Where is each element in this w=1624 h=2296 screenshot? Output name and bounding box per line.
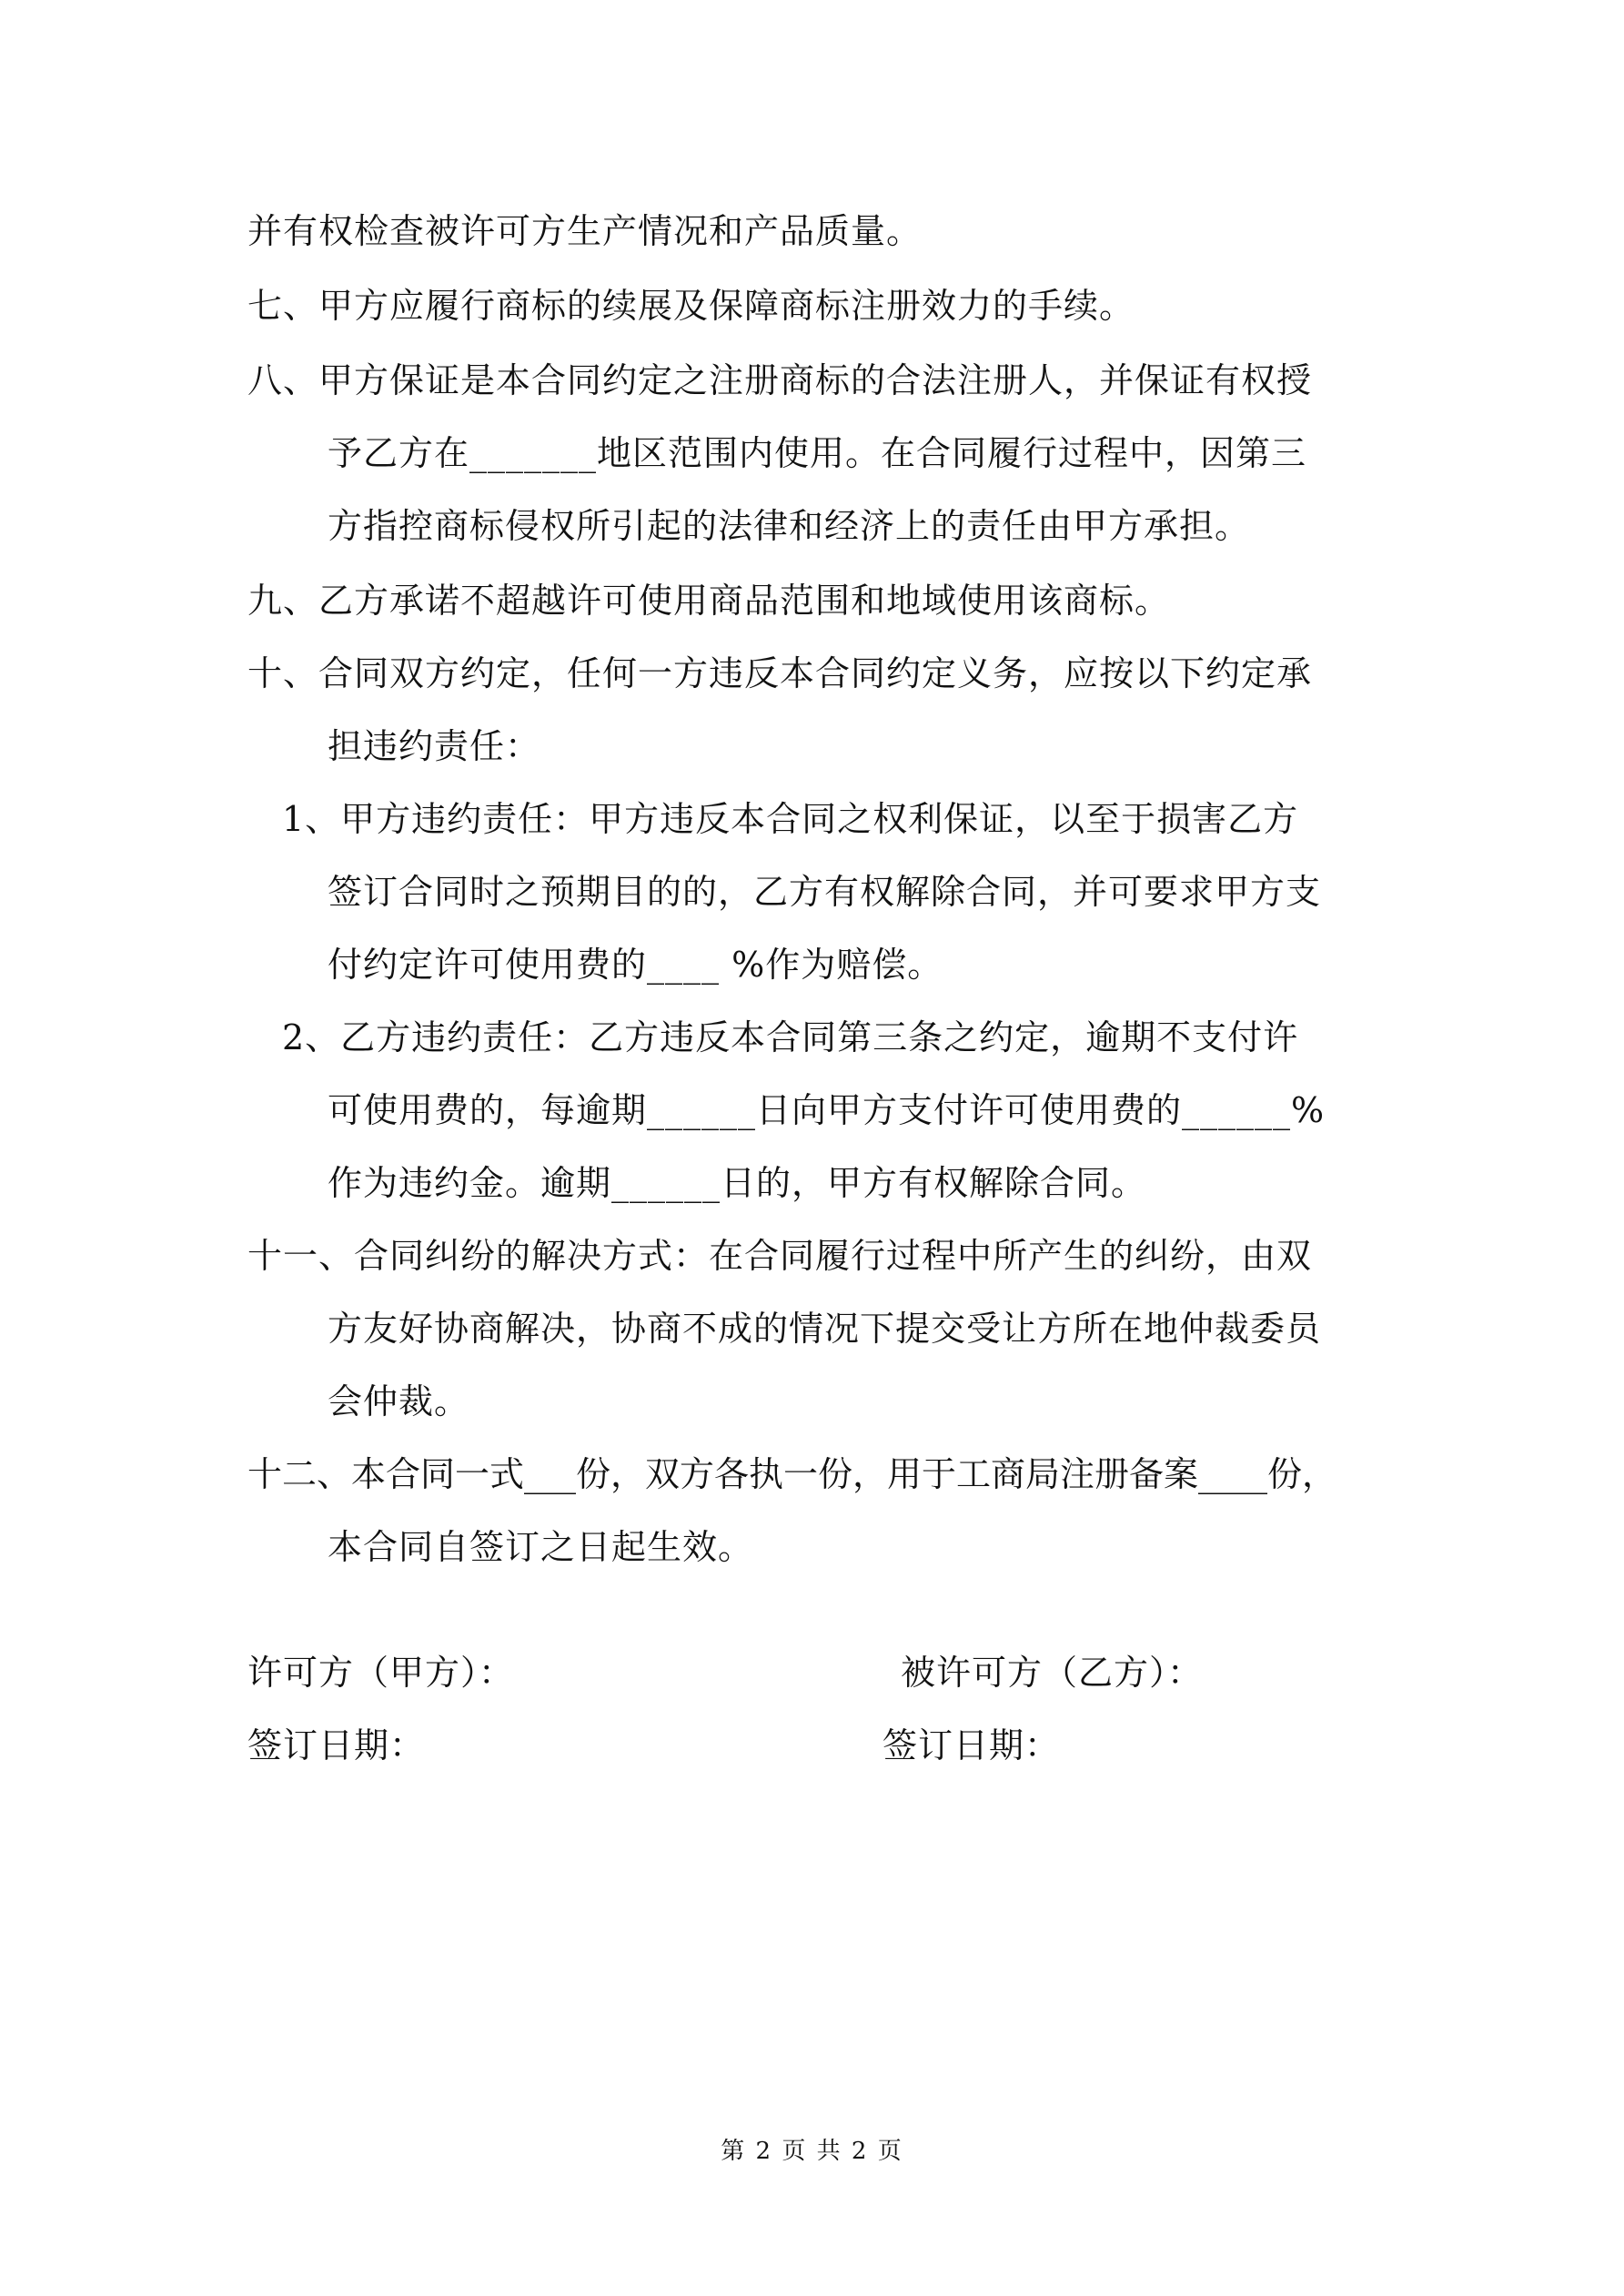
clause-11-line-3: 会仲裁。 xyxy=(328,1381,470,1421)
licensor-label: 许可方（甲方）： xyxy=(247,1653,515,1693)
paragraph-line: 并有权检查被许可方生产情况和产品质量。 xyxy=(247,211,923,251)
sign-date-right: 签订日期： xyxy=(883,1725,1061,1765)
clause-10-line-2: 担违约责任： xyxy=(328,726,541,766)
clause-8: 八、甲方保证是本合同约定之注册商标的合法注册人，并保证有权授 xyxy=(247,360,1313,400)
clause-10-item-1-line-2: 签订合同时之预期目的的，乙方有权解除合同，并可要求甲方支 xyxy=(328,872,1322,912)
clause-12-line-2: 本合同自签订之日起生效。 xyxy=(328,1527,754,1567)
clause-8-line-3: 方指控商标侵权所引起的法律和经济上的责任由甲方承担。 xyxy=(328,506,1251,546)
clause-12: 十二、本合同一式___份，双方各执一份，用于工商局注册备案____份， xyxy=(247,1454,1337,1494)
licensee-label: 被许可方（乙方）： xyxy=(901,1653,1204,1693)
clause-10-item-2-line-3: 作为违约金。逾期______日的，甲方有权解除合同。 xyxy=(328,1163,1147,1203)
page-footer: 第 2 页 共 2 页 xyxy=(721,2138,903,2165)
clause-8-line-2: 予乙方在_______地区范围内使用。在合同履行过程中，因第三 xyxy=(328,433,1307,473)
clause-11: 十一、合同纠纷的解决方式：在合同履行过程中所产生的纠纷，由双 xyxy=(247,1236,1313,1276)
clause-10-item-1: 1、甲方违约责任：甲方违反本合同之权利保证，以至于损害乙方 xyxy=(282,799,1299,839)
clause-7: 七、甲方应履行商标的续展及保障商标注册效力的手续。 xyxy=(247,286,1135,326)
clause-10-item-2-line-2: 可使用费的，每逾期______日向甲方支付许可使用费的______% xyxy=(328,1090,1326,1130)
clause-10-item-2: 2、乙方违约责任：乙方违反本合同第三条之约定，逾期不支付许 xyxy=(282,1017,1299,1057)
sign-date-left: 签订日期： xyxy=(247,1725,426,1765)
clause-9: 九、乙方承诺不超越许可使用商品范围和地域使用该商标。 xyxy=(247,581,1171,621)
clause-10: 十、合同双方约定，任何一方违反本合同约定义务，应按以下约定承 xyxy=(247,653,1313,693)
clause-10-item-1-line-3: 付约定许可使用费的____ %作为赔偿。 xyxy=(328,945,943,985)
clause-11-line-2: 方友好协商解决，协商不成的情况下提交受让方所在地仲裁委员 xyxy=(328,1309,1322,1349)
